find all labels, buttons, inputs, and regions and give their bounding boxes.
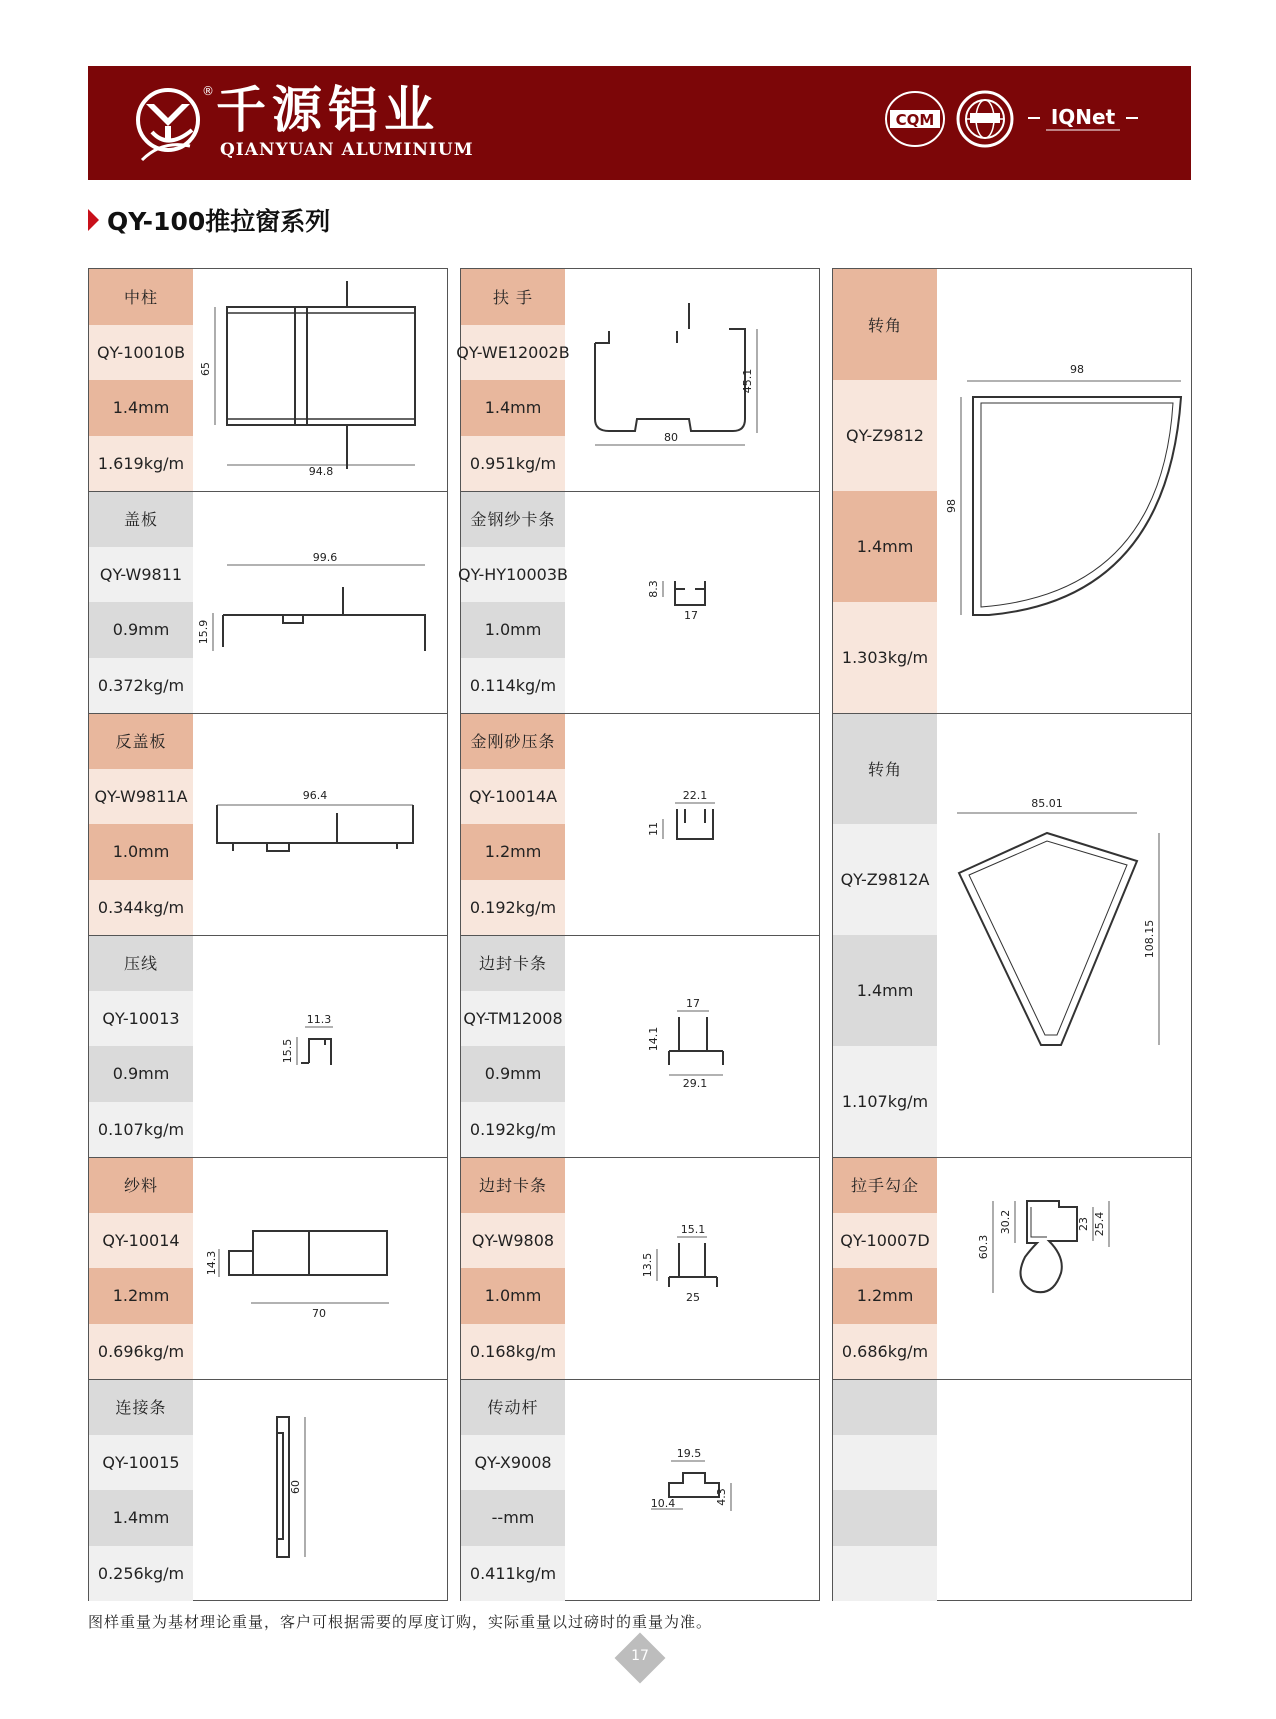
dim-label: 15.1: [680, 1223, 706, 1236]
cell-divider: [89, 935, 447, 936]
dim-label: 85.01: [1031, 797, 1063, 810]
dim-label: 98: [945, 499, 958, 513]
profile-section-diagram: [193, 269, 447, 491]
profile-column-3: [832, 268, 1192, 1601]
profile-name: 边封卡条: [461, 935, 565, 991]
profile-section-diagram: [937, 713, 1191, 1157]
profile-weight: 0.686kg/m: [833, 1324, 937, 1380]
profile-code: QY-W9808: [461, 1213, 565, 1269]
profile-name: 盖板: [89, 491, 193, 547]
profile-code: QY-10007D: [833, 1213, 937, 1269]
profile-column-1: [88, 268, 448, 1601]
profile-section-diagram: [565, 713, 819, 935]
profile-weight: 0.192kg/m: [461, 1102, 565, 1158]
profile-weight: 0.192kg/m: [461, 880, 565, 936]
profile-weight: 0.107kg/m: [89, 1102, 193, 1158]
profile-drawing: [565, 491, 819, 713]
dim-label: 22.1: [682, 789, 708, 802]
cell-divider: [461, 491, 819, 492]
profile-section-diagram: [193, 935, 447, 1157]
dim-label: 99.6: [312, 551, 338, 564]
dim-label: 60: [289, 1480, 302, 1494]
profile-drawing: [937, 713, 1191, 1157]
cell-divider: [833, 1379, 1191, 1380]
profile-section-diagram: [937, 269, 1191, 713]
profile-name: 转角: [833, 269, 937, 380]
profile-drawing: [565, 1379, 819, 1601]
empty-label-cell: [833, 1435, 937, 1491]
cell-divider: [461, 1379, 819, 1380]
profile-thickness: 0.9mm: [89, 602, 193, 658]
profile-code: QY-10010B: [89, 325, 193, 381]
brand-name-en: QIANYUAN ALUMINIUM: [220, 140, 474, 160]
dim-label: 8.3: [647, 580, 660, 598]
dim-label: 98: [1070, 363, 1084, 376]
dim-label: 11.3: [306, 1013, 332, 1026]
profile-name: 连接条: [89, 1379, 193, 1435]
cell-divider: [89, 713, 447, 714]
profile-weight: 0.696kg/m: [89, 1324, 193, 1380]
dim-label: 65: [199, 362, 212, 376]
profile-code: QY-X9008: [461, 1435, 565, 1491]
header-banner: [88, 66, 1191, 180]
profile-name: 扶 手: [461, 269, 565, 325]
profile-thickness: 1.2mm: [833, 1268, 937, 1324]
profile-section-diagram: [565, 1157, 819, 1379]
series-title-text: QY-100推拉窗系列: [107, 207, 331, 236]
dim-label: 25: [686, 1291, 700, 1304]
profile-drawing: [937, 269, 1191, 713]
profile-code: QY-TM12008: [461, 991, 565, 1047]
empty-label-cell: [833, 1490, 937, 1546]
profile-drawing: [937, 1157, 1191, 1379]
dim-label: 14.3: [205, 1250, 218, 1276]
profile-code: QY-Z9812: [833, 380, 937, 491]
profile-code: QY-HY10003B: [461, 547, 565, 603]
profile-drawing: [193, 1157, 447, 1379]
profile-section-diagram: [193, 713, 447, 935]
profile-weight: 0.372kg/m: [89, 658, 193, 714]
profile-weight: 1.619kg/m: [89, 436, 193, 492]
profile-thickness: 1.4mm: [833, 491, 937, 602]
profile-section-diagram: [193, 1157, 447, 1379]
profile-drawing: [193, 935, 447, 1157]
dim-label: 17: [684, 609, 698, 622]
cell-divider: [89, 1157, 447, 1158]
profile-drawing: [193, 713, 447, 935]
cert-cqm-text: CQM: [895, 111, 935, 129]
profile-name: 边封卡条: [461, 1157, 565, 1213]
title-marker-icon: [88, 209, 99, 231]
profile-code: QY-W9811A: [89, 769, 193, 825]
registered-mark: ®: [202, 84, 214, 98]
profile-weight: 0.256kg/m: [89, 1546, 193, 1602]
dim-label: 14.1: [647, 1026, 660, 1052]
profile-code: QY-10015: [89, 1435, 193, 1491]
dim-label: 60.3: [977, 1234, 990, 1260]
dim-label: 30.2: [999, 1209, 1012, 1235]
profile-drawing: [565, 713, 819, 935]
profile-name: 压线: [89, 935, 193, 991]
profile-thickness: 1.4mm: [89, 380, 193, 436]
iqnet-cert-icon: [1028, 100, 1138, 140]
page-number: 17: [631, 1648, 649, 1664]
cert-iqnet-text: IQNet: [1050, 105, 1116, 129]
dim-label: 19.5: [676, 1447, 702, 1460]
dim-label: 108.15: [1143, 919, 1156, 959]
profile-thickness: 1.4mm: [89, 1490, 193, 1546]
dim-label: 15.5: [281, 1038, 294, 1064]
dim-label: 80: [664, 431, 678, 444]
profile-weight: 0.344kg/m: [89, 880, 193, 936]
dim-label: 10.4: [650, 1497, 676, 1510]
profile-drawing: [565, 1157, 819, 1379]
cell-divider: [461, 713, 819, 714]
profile-code: QY-WE12002B: [461, 325, 565, 381]
profile-drawing: [193, 1379, 447, 1601]
profile-thickness: 1.2mm: [461, 824, 565, 880]
profile-thickness: 0.9mm: [461, 1046, 565, 1102]
profile-section-diagram: [565, 935, 819, 1157]
dim-label: 15.9: [197, 619, 210, 645]
profile-weight: 1.303kg/m: [833, 602, 937, 713]
profile-weight: 1.107kg/m: [833, 1046, 937, 1157]
dim-label: 70: [312, 1307, 326, 1320]
profile-code: QY-10014A: [461, 769, 565, 825]
series-title: [88, 200, 330, 240]
profile-weight: 0.951kg/m: [461, 436, 565, 492]
profile-weight: 0.114kg/m: [461, 658, 565, 714]
dim-label: 4.3: [715, 1488, 728, 1506]
dim-label: 17: [686, 997, 700, 1010]
profile-section-diagram: [193, 491, 447, 713]
empty-label-cell: [833, 1379, 937, 1435]
profile-code: QY-W9811: [89, 547, 193, 603]
profile-name: 转角: [833, 713, 937, 824]
footnote: 图样重量为基材理论重量，客户可根据需要的厚度订购，实际重量以过磅时的重量为准。: [88, 1613, 713, 1631]
profile-drawing: [565, 269, 819, 491]
profile-column-2: [456, 268, 820, 1601]
profile-thickness: 1.4mm: [833, 935, 937, 1046]
logo-icon: [132, 80, 208, 166]
profile-name: 金钢纱卡条: [461, 491, 565, 547]
profile-name: 中柱: [89, 269, 193, 325]
cqm-cert-icon: [884, 90, 946, 148]
profile-code: QY-10014: [89, 1213, 193, 1269]
cell-divider: [89, 1379, 447, 1380]
cell-divider: [461, 935, 819, 936]
dim-label: 94.8: [308, 465, 334, 478]
brand-name-cn: 千源铝业: [216, 81, 440, 139]
profile-thickness: 1.0mm: [461, 602, 565, 658]
profile-thickness: 1.0mm: [89, 824, 193, 880]
profile-section-diagram: [565, 1379, 819, 1601]
profile-drawing: [193, 491, 447, 713]
profile-code: QY-10013: [89, 991, 193, 1047]
cell-divider: [461, 1157, 819, 1158]
profile-code: QY-Z9812A: [833, 824, 937, 935]
profile-thickness: 1.0mm: [461, 1268, 565, 1324]
profile-thickness: 1.4mm: [461, 380, 565, 436]
empty-label-cell: [833, 1546, 937, 1602]
dim-label: 13.5: [641, 1252, 654, 1278]
profile-name: 反盖板: [89, 713, 193, 769]
profile-section-diagram: [937, 1157, 1191, 1379]
profile-weight: 0.168kg/m: [461, 1324, 565, 1380]
profile-thickness: 1.2mm: [89, 1268, 193, 1324]
profile-thickness: --mm: [461, 1490, 565, 1546]
profile-name: 传动杆: [461, 1379, 565, 1435]
dim-label: 45.1: [741, 368, 754, 394]
profile-drawing: [193, 269, 447, 491]
dim-label: 25.4: [1093, 1211, 1106, 1237]
dim-label: 96.4: [302, 789, 328, 802]
profile-section-diagram: [565, 491, 819, 713]
profile-weight: 0.411kg/m: [461, 1546, 565, 1602]
profile-thickness: 0.9mm: [89, 1046, 193, 1102]
dim-label: 23: [1077, 1217, 1090, 1231]
profile-drawing: [565, 935, 819, 1157]
cell-divider: [833, 1157, 1191, 1158]
cell-divider: [89, 491, 447, 492]
profile-section-diagram: [193, 1379, 447, 1601]
profile-name: 金刚砂压条: [461, 713, 565, 769]
cell-divider: [833, 713, 1191, 714]
globe-cert-icon: [956, 90, 1014, 148]
profile-name: 拉手勾企: [833, 1157, 937, 1213]
dim-label: 29.1: [682, 1077, 708, 1090]
profile-name: 纱料: [89, 1157, 193, 1213]
dim-label: 11: [647, 822, 660, 836]
profile-section-diagram: [565, 269, 819, 491]
